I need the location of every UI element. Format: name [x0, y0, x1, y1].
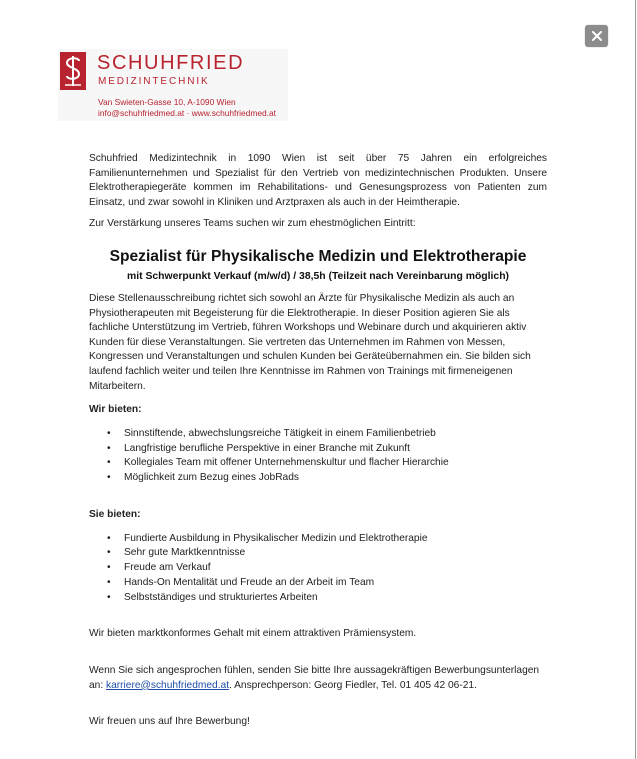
close-button[interactable] — [585, 25, 608, 47]
list-item: • Kollegiales Team mit offener Unternehmenskultur und flacher Hierarchie — [124, 456, 547, 471]
logo-contact-line: info@schuhfriedmed.at · www.schuhfriedmed.at — [98, 108, 276, 118]
job-description: Diese Stellenausschreibung richtet sich sowohl an Ärzte für Physikalische Medizin als auch an Physiotherapeuten mit Begeisterung für die Elektrotherapie. In dieser Position agieren Sie als fachliche Unterstützung im Vertrieb, führen Workshops und Webinare durch und akquirieren aktiv Kunden für diese Veranstaltungen. Sie vertreten das Unternehmen im Rahmen von Messen, Kongressen und Veranstaltungen und schulen Kunden bei Geräteübernahmen ein. Sie bilden sich laufend fachlich weiter und teilen Ihre Kenntnisse im Rahmen von Trainings mit firmeneigenen Mitarbeitern. — [89, 292, 531, 392]
closing-line: Wir freuen uns auf Ihre Bewerbung! — [89, 716, 250, 728]
company-logo — [58, 49, 288, 121]
logo-brand-name: SCHUHFRIED — [97, 52, 245, 74]
list-item: • Freude am Verkauf — [124, 561, 547, 576]
lead-paragraph: Zur Verstärkung unseres Teams suchen wir zum ehestmöglichen Eintritt: — [89, 218, 416, 230]
you-offer-list — [89, 532, 547, 606]
list-item: • Fundierte Ausbildung in Physikalischer Medizin und Elektrotherapie — [124, 532, 547, 547]
logo-emblem-icon — [60, 52, 86, 90]
intro-paragraph: Schuhfried Medizintechnik in 1090 Wien ist seit über 75 Jahren ein erfolgreiches Familienunternehmen und Spezialist für den Vertrieb von medizintechnischen Produkten. Unsere Elektrotherapiegeräte kommen im Rehabilitations- und Genesungsprozess von Patienten zum Einsatz, und zwar sowohl in Kliniken und Arztpraxen als auch in der Heimtherapie. — [89, 153, 547, 208]
you-offer-heading: Sie bieten: — [89, 508, 141, 520]
job-subtitle: mit Schwerpunkt Verkauf (m/w/d) / 38,5h (Teilzeit nach Vereinbarung möglich) — [126, 270, 510, 282]
list-item: • Hands-On Mentalität und Freude an der Arbeit im Team — [124, 576, 547, 591]
we-offer-heading: Wir bieten: — [89, 404, 142, 416]
list-item: • Sehr gute Marktkenntnisse — [124, 546, 547, 561]
posting-body — [89, 152, 547, 730]
list-item: • Selbstständiges und strukturiertes Arbeiten — [124, 591, 547, 606]
email-link[interactable]: karriere@schuhfriedmed.at — [106, 679, 230, 691]
close-icon — [592, 31, 602, 41]
logo-brand-subtitle: MEDIZINTECHNIK — [98, 76, 210, 87]
we-offer-list — [89, 427, 547, 486]
list-item: • Möglichkeit zum Bezug eines JobRads — [124, 471, 547, 486]
logo-address-line: Van Swieten-Gasse 10, A-1090 Wien — [98, 97, 236, 107]
salary-paragraph: Wir bieten marktkonformes Gehalt mit einem attraktiven Prämiensystem. — [89, 628, 417, 640]
apply-paragraph — [89, 664, 547, 693]
list-item: • Langfristige berufliche Perspektive in einer Branche mit Zukunft — [124, 442, 547, 457]
apply-text: Wenn Sie sich angesprochen fühlen, senden Sie bitte Ihre aussagekräftigen Bewerbungsunterlagen an: — [89, 665, 540, 691]
contact-text: . Ansprechperson: Georg Fiedler, Tel. 01 405 42 06-21. — [229, 679, 477, 691]
logo-address — [98, 97, 276, 119]
list-item: • Sinnstiftende, abwechslungsreiche Tätigkeit in einem Familienbetrieb — [124, 427, 547, 442]
job-title: Spezialist für Physikalische Medizin und Elektrotherapie — [109, 247, 527, 265]
